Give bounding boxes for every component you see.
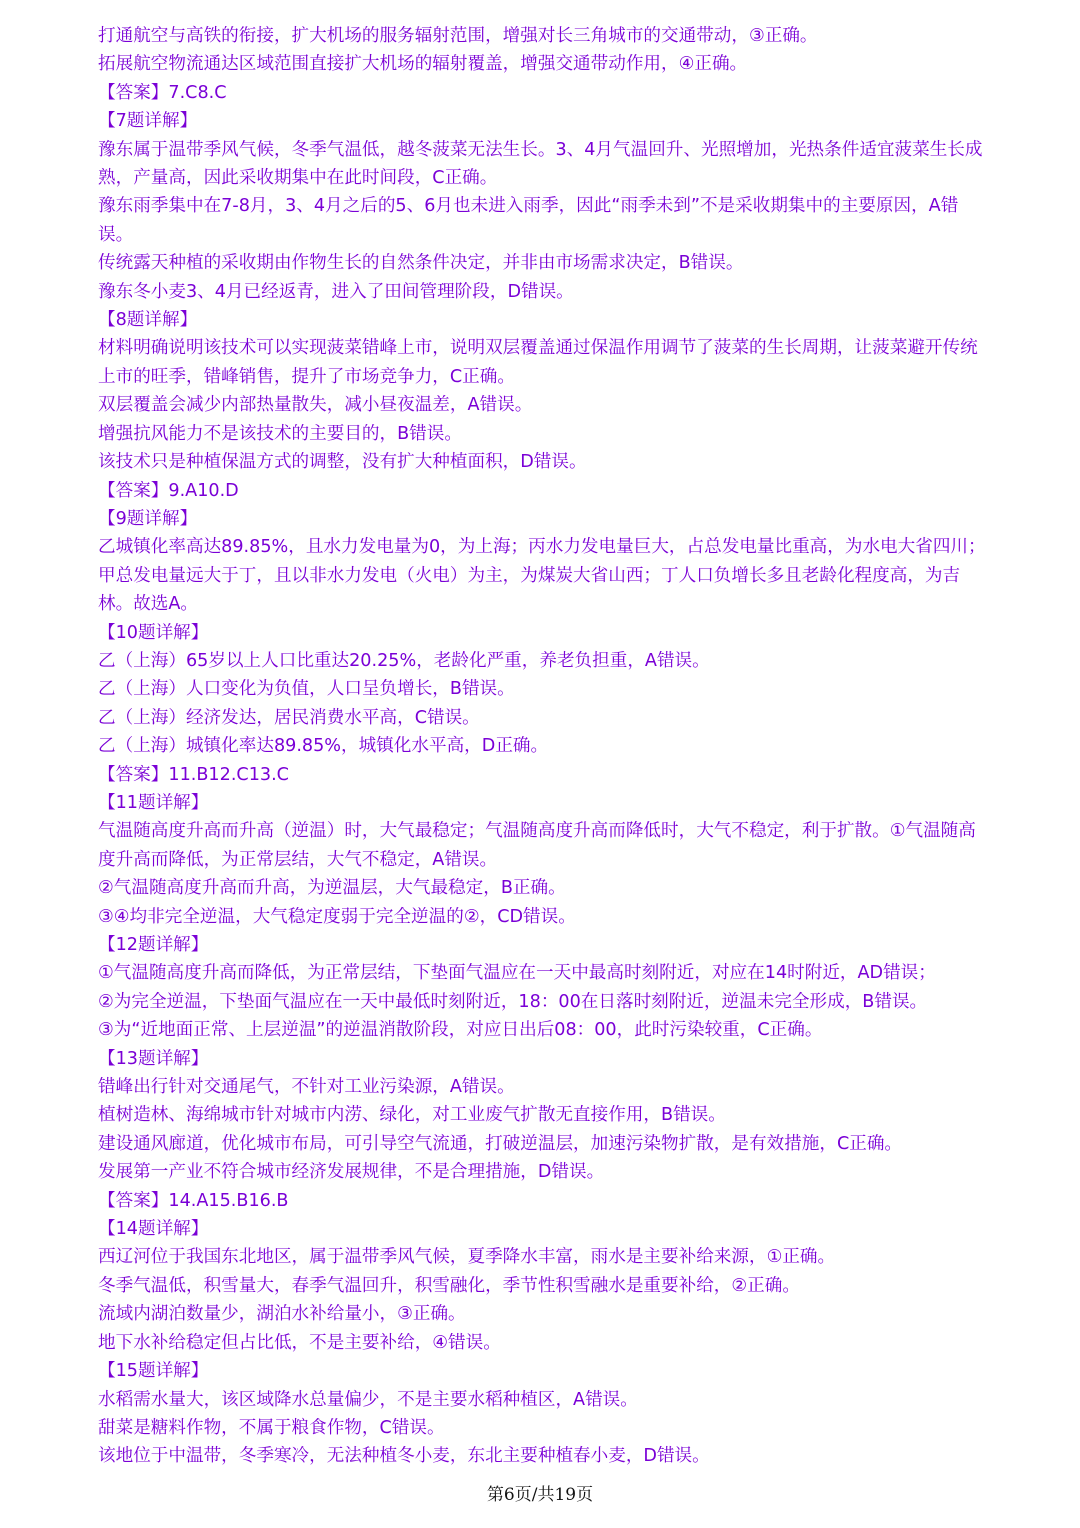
text-line: 气温随高度升高而升高（逆温）时，大气最稳定；气温随高度升高而降低时，大气不稳定，利于扩散。①气温随高度升高而降低，为正常层结，大气不稳定，A错误。 xyxy=(98,821,976,870)
text-line: 西辽河位于我国东北地区，属于温带季风气候，夏季降水丰富，雨水是主要补给来源，①正确。 xyxy=(98,1247,836,1268)
text-line: 乙（上海）65岁以上人口比重达20.25%，老龄化严重，养老负担重，A错误。 xyxy=(98,650,710,671)
answer-heading: 【答案】7.C8.C xyxy=(98,82,227,103)
text-line: 该地位于中温带，冬季寒冷，无法种植冬小麦，东北主要种植春小麦，D错误。 xyxy=(98,1446,710,1467)
text-line: 水稻需水量大，该区域降水总量偏少，不是主要水稻种植区，A错误。 xyxy=(98,1389,638,1410)
text-line: 双层覆盖会减少内部热量散失，减小昼夜温差，A错误。 xyxy=(98,395,533,416)
text-line: 流域内湖泊数量少，湖泊水补给量小，③正确。 xyxy=(98,1304,466,1325)
answer-heading: 【答案】11.B12.C13.C xyxy=(98,764,289,785)
text-line: 豫东冬小麦3、4月已经返青，进入了田间管理阶段，D错误。 xyxy=(98,281,574,302)
text-line: ①气温随高度升高而降低，为正常层结，下垫面气温应在一天中最高时刻附近，对应在14时附近，AD错误； xyxy=(98,963,936,984)
text-line: 豫东属于温带季风气候，冬季气温低，越冬菠菜无法生长。3、4月气温回升、光照增加，光热条件适宜菠菜生长成熟，产量高，因此采收期集中在此时间段，C正确。 xyxy=(98,139,983,189)
answer-explanation-text xyxy=(98,22,988,1471)
text-line: 乙（上海）经济发达，居民消费水平高，C错误。 xyxy=(98,707,480,728)
question-heading: 【13题详解】 xyxy=(98,1048,209,1069)
text-line: 乙（上海）人口变化为负值，人口呈负增长，B错误。 xyxy=(98,679,515,700)
question-heading: 【11题详解】 xyxy=(98,792,209,813)
text-line: 增强抗风能力不是该技术的主要目的，B错误。 xyxy=(98,423,462,444)
question-heading: 【14题详解】 xyxy=(98,1219,209,1240)
question-heading: 【12题详解】 xyxy=(98,935,209,955)
text-line: ③④均非完全逆温，大气稳定度弱于完全逆温的②，CD错误。 xyxy=(98,906,576,927)
text-line: 该技术只是种植保温方式的调整，没有扩大种植面积，D错误。 xyxy=(98,452,587,473)
question-heading: 【15题详解】 xyxy=(98,1361,209,1382)
text-line: 乙（上海）城镇化率达89.85%，城镇化水平高，D正确。 xyxy=(98,736,549,757)
text-line: 错峰出行针对交通尾气，不针对工业污染源，A错误。 xyxy=(98,1077,515,1098)
page-number-footer: 第6页/共19页 xyxy=(486,1485,594,1505)
answer-heading: 【答案】14.A15.B16.B xyxy=(98,1190,289,1211)
answer-heading: 【答案】9.A10.D xyxy=(98,480,239,501)
text-line: 豫东雨季集中在7-8月，3、4月之后的5、6月也未进入雨季，因此“雨季未到”不是采收期集中的主要原因，A错误。 xyxy=(98,196,959,245)
text-line: 材料明确说明该技术可以实现菠菜错峰上市，说明双层覆盖通过保温作用调节了菠菜的生长周期，让菠菜避开传统上市的旺季，错峰销售，提升了市场竞争力，C正确。 xyxy=(98,338,978,387)
text-line: ②为完全逆温，下垫面气温应在一天中最低时刻附近，18：00在日落时刻附近，逆温未完全形成，B错误。 xyxy=(98,991,928,1012)
question-heading: 【8题详解】 xyxy=(98,310,198,331)
text-line: 甜菜是糖料作物，不属于粮食作物，C错误。 xyxy=(98,1417,445,1438)
text-line: 打通航空与高铁的衔接，扩大机场的服务辐射范围，增强对长三角城市的交通带动，③正确。 xyxy=(98,26,818,46)
text-line: ③为“近地面正常、上层逆温”的逆温消散阶段，对应日出后08：00，此时污染较重，C正确。 xyxy=(98,1020,823,1041)
text-line: 建设通风廊道，优化城市布局，可引导空气流通，打破逆温层，加速污染物扩散，是有效措施，C正确。 xyxy=(98,1133,903,1154)
text-line: 传统露天种植的采收期由作物生长的自然条件决定，并非由市场需求决定，B错误。 xyxy=(98,253,744,274)
text-line: 地下水补给稳定但占比低，不是主要补给，④错误。 xyxy=(98,1332,501,1353)
text-line: 植树造林、海绵城市针对城市内涝、绿化，对工业废气扩散无直接作用，B错误。 xyxy=(98,1105,726,1126)
question-heading: 【7题详解】 xyxy=(98,111,198,132)
text-line: ②气温随高度升高而升高，为逆温层，大气最稳定，B正确。 xyxy=(98,878,566,899)
question-heading: 【10题详解】 xyxy=(98,622,209,643)
text-line: 乙城镇化率高达89.85%，且水力发电量为0，为上海；丙水力发电量巨大，占总发电量比重高，为水电大省四川；甲总发电量远大于丁，且以非水力发电（火电）为主，为煤炭大省山西；丁人口负增长多且老龄化程度高，为吉林。故选A。 xyxy=(98,537,986,615)
text-line: 冬季气温低，积雪量大，春季气温回升，积雪融化，季节性积雪融水是重要补给，②正确。 xyxy=(98,1275,800,1296)
question-heading: 【9题详解】 xyxy=(98,508,198,529)
text-line: 发展第一产业不符合城市经济发展规律，不是合理措施，D错误。 xyxy=(98,1162,605,1183)
text-line: 拓展航空物流通达区域范围直接扩大机场的辐射覆盖，增强交通带动作用，④正确。 xyxy=(98,54,748,75)
